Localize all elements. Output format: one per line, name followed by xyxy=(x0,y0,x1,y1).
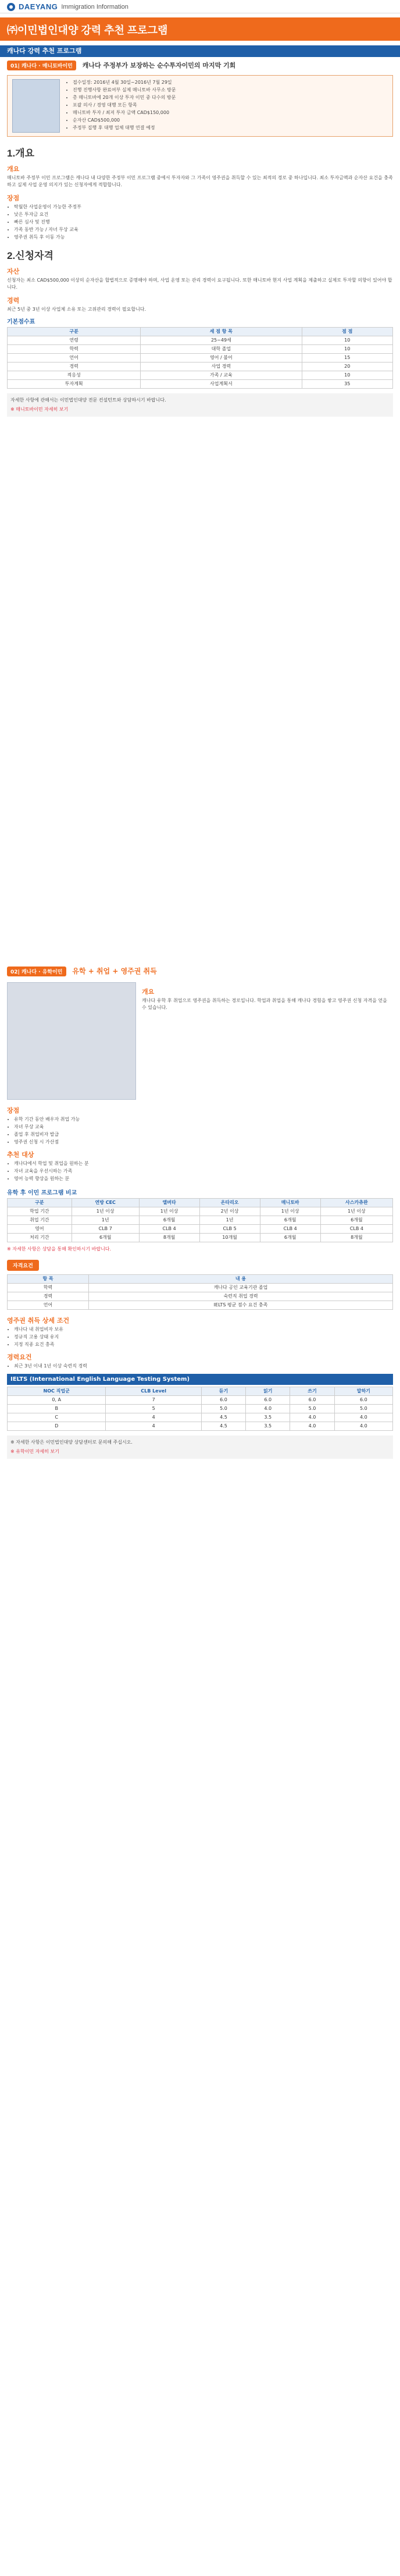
overview-paragraph: 매니토바 주정부 이민 프로그램은 캐나다 내 다양한 주정부 이민 프로그램 중에서 투자자와 그 가족이 영주권을 취득할 수 있는 최적의 경로 중 하나입니다. 최소 투자금액과 순자산 요건을 충족하고 실제 사업 운영 의지가 있는 신청자에게 적합합니다. xyxy=(7,175,393,187)
cell: 5.0 xyxy=(334,1405,392,1413)
cell: 캐나다 공인 교육기관 졸업 xyxy=(89,1284,393,1292)
table-header: 듣기 xyxy=(201,1387,245,1396)
cell: CLB 4 xyxy=(320,1225,392,1234)
cell: 경력 xyxy=(8,363,141,371)
table3-link[interactable]: ※ 유학이민 자세히 보기 xyxy=(10,1449,59,1454)
table-row xyxy=(8,1225,393,1234)
cell: 연령 xyxy=(8,336,141,345)
table-row xyxy=(8,1422,393,1431)
cell: 10 xyxy=(302,336,393,345)
eligibility-badge-wrap xyxy=(7,1260,393,1271)
overview-sub: 개요 xyxy=(7,165,20,173)
cell: 10 xyxy=(302,345,393,354)
cell: 1년 xyxy=(72,1216,139,1225)
cell: 대학 졸업 xyxy=(141,345,302,354)
table-row xyxy=(8,363,393,371)
eligibility-item: • 최근 3년 이내 1년 이상 숙련직 경력 xyxy=(14,1363,393,1369)
table1-title: 기본점수표 xyxy=(7,319,35,325)
cell: 1년 이상 xyxy=(260,1207,320,1216)
bullet: • 진행 진행사항 완료여부 실제 매니토바 사무소 방문 xyxy=(73,87,176,93)
cell: 4.0 xyxy=(246,1405,290,1413)
cell: 6.0 xyxy=(201,1396,245,1405)
eligibility-item: • 캐나다 내 취업비자 보유 xyxy=(14,1326,393,1333)
cell: 1년 이상 xyxy=(139,1207,199,1216)
reco-list xyxy=(14,1160,393,1182)
eligibility-list-2 xyxy=(14,1363,393,1369)
bullet: • 주정부 집행 후 대행 업체 대행 연결 예정 xyxy=(73,125,176,131)
cell: 사업 경력 xyxy=(141,363,302,371)
header xyxy=(0,0,400,13)
table-header: 구분 xyxy=(8,328,141,336)
strengths-title: 장점 xyxy=(7,194,20,202)
bullets2-title: 경력요건 xyxy=(7,1353,32,1361)
cell: 경력 xyxy=(8,1292,89,1301)
table-row xyxy=(8,1292,393,1301)
table-row xyxy=(8,1301,393,1310)
table2-title: 유학 후 이민 프로그램 비교 xyxy=(7,1190,77,1196)
table1-link[interactable]: ※ 매니토바이민 자세히 보기 xyxy=(10,407,69,412)
bullet: • 매니토바 투자 / 최저 투자 금액 CAD$150,000 xyxy=(73,109,176,116)
cell: 3.5 xyxy=(246,1413,290,1422)
bullet: • 순자산 CAD$500,000 xyxy=(73,117,176,123)
table1-note-box xyxy=(7,393,393,417)
cell: 4.0 xyxy=(334,1422,392,1431)
cell: CLB 5 xyxy=(199,1225,260,1234)
strength-item: • 낮은 투자금 요건 xyxy=(14,211,393,218)
table2-footnote: ※ 자세한 사항은 상담을 통해 확인하시기 바랍니다. xyxy=(7,1246,112,1252)
process-heading: 2.신청자격 xyxy=(7,250,53,261)
strength-item: • 가족 동반 가능 / 자녀 무상 교육 xyxy=(14,226,393,233)
cell: 처리 기간 xyxy=(8,1234,72,1242)
merit-item: • 자녀 무상 교육 xyxy=(14,1124,393,1130)
table-header: 말하기 xyxy=(334,1387,392,1396)
cell: 6.0 xyxy=(246,1396,290,1405)
table3-note-box xyxy=(7,1436,393,1459)
cell: C xyxy=(8,1413,106,1422)
cell: 적응성 xyxy=(8,371,141,380)
cell: 학업 기간 xyxy=(8,1207,72,1216)
cell: 1년 이상 xyxy=(72,1207,139,1216)
cell: 8개월 xyxy=(320,1234,392,1242)
merit-item: • 유학 기간 동안 배우자 취업 가능 xyxy=(14,1116,393,1122)
logo-icon xyxy=(7,3,15,11)
reco-item: • 영어 능력 향상을 원하는 분 xyxy=(14,1175,393,1182)
merits-title: 장점 xyxy=(7,1107,20,1114)
cell: 언어 xyxy=(8,1301,89,1310)
cell: 취업 기간 xyxy=(8,1216,72,1225)
table-header: 읽기 xyxy=(246,1387,290,1396)
ielts-table xyxy=(7,1387,393,1431)
table-row xyxy=(8,371,393,380)
cell: 언어 xyxy=(8,354,141,363)
merit-item: • 졸업 후 취업비자 발급 xyxy=(14,1131,393,1138)
score-table xyxy=(7,327,393,389)
cell: 5.0 xyxy=(290,1405,334,1413)
cell: 가족 / 교육 xyxy=(141,371,302,380)
cell: 6개월 xyxy=(260,1216,320,1225)
cell: CLB 4 xyxy=(260,1225,320,1234)
brand-name: DAEYANG xyxy=(19,2,58,11)
section2-lede-paragraph: 캐나다 유학 후 취업으로 영주권을 취득하는 경로입니다. 학업과 취업을 통해 캐나다 경험을 쌓고 영주권 신청 자격을 얻을 수 있습니다. xyxy=(142,998,387,1010)
cell: 5 xyxy=(106,1405,201,1413)
cell: 4.0 xyxy=(290,1422,334,1431)
cell: 영어 / 불어 xyxy=(141,354,302,363)
strength-item: • 빠른 심사 및 진행 xyxy=(14,219,393,225)
eligibility-list xyxy=(14,1326,393,1348)
cell: 4 xyxy=(106,1422,201,1431)
table-row xyxy=(8,1234,393,1242)
section2-tag: 02| 캐나다 · 유학이민 xyxy=(7,967,66,976)
table-header: NOC 직업군 xyxy=(8,1387,106,1396)
section1-tag: 01| 캐나다 · 매니토바이민 xyxy=(7,61,76,70)
table-row xyxy=(8,380,393,389)
table-header: 쓰기 xyxy=(290,1387,334,1396)
cell: 1년 이상 xyxy=(320,1207,392,1216)
table-header: 온타리오 xyxy=(199,1199,260,1207)
bullet: • 포괄 의사 / 경영 대행 모든 항목 xyxy=(73,102,176,108)
section2 xyxy=(7,966,393,1459)
cell: 사업계획서 xyxy=(141,380,302,389)
process-extra-paragraph: 최근 5년 중 3년 이상 사업체 소유 또는 고위관리 경력이 필요합니다. xyxy=(7,307,147,312)
cell: 학력 xyxy=(8,1284,89,1292)
table-header: 세 점 항 목 xyxy=(141,328,302,336)
cell: 7 xyxy=(106,1396,201,1405)
cell: CLB 7 xyxy=(72,1225,139,1234)
table-header: 사스카츄완 xyxy=(320,1199,392,1207)
section1-info-box xyxy=(7,75,393,137)
overview-heading: 1.개요 xyxy=(7,148,35,159)
cell: D xyxy=(8,1422,106,1431)
table-row xyxy=(8,1216,393,1225)
table-row xyxy=(8,1284,393,1292)
cell: 6개월 xyxy=(260,1234,320,1242)
bullets-title: 영주권 취득 상세 조건 xyxy=(7,1317,70,1324)
cell: 0, A xyxy=(8,1396,106,1405)
cell: 숙련직 취업 경력 xyxy=(89,1292,393,1301)
cell: 8개월 xyxy=(139,1234,199,1242)
cell: 4.0 xyxy=(290,1413,334,1422)
process-sub: 자산 xyxy=(7,268,20,275)
brand-subtitle: Immigration Information xyxy=(61,3,128,10)
section1-headline: 캐나다 주정부가 보장하는 순수투자이민의 마지막 기회 xyxy=(82,62,236,69)
table-row xyxy=(8,1413,393,1422)
section2-headline: 유학 + 취업 + 영주권 취득 xyxy=(72,967,157,975)
cell: 10 xyxy=(302,371,393,380)
section1 xyxy=(7,61,393,417)
cell: 1년 xyxy=(199,1216,260,1225)
cell: 25~49세 xyxy=(141,336,302,345)
bullet: • 접수일정: 2016년 4월 30일~2016년 7월 29일 xyxy=(73,79,176,86)
table-header: 매니토바 xyxy=(260,1199,320,1207)
table-row xyxy=(8,345,393,354)
table-header: 연방 CEC xyxy=(72,1199,139,1207)
cell: B xyxy=(8,1405,106,1413)
section2-lede xyxy=(142,982,393,1100)
table-row xyxy=(8,336,393,345)
table-header: 앨버타 xyxy=(139,1199,199,1207)
reco-item: • 캐나다에서 학업 및 취업을 원하는 분 xyxy=(14,1160,393,1167)
table-header: 항 목 xyxy=(8,1275,89,1284)
table-row xyxy=(8,1207,393,1216)
cell: 6개월 xyxy=(320,1216,392,1225)
strengths-list xyxy=(14,204,393,240)
table-row xyxy=(8,1405,393,1413)
cell: 6개월 xyxy=(72,1234,139,1242)
cell: CLB 4 xyxy=(139,1225,199,1234)
table1-note: 자세한 사항에 관해서는 이민법인대양 전문 컨설턴트와 상담하시기 바랍니다. xyxy=(10,397,166,403)
cell: 35 xyxy=(302,380,393,389)
comparison-table xyxy=(7,1198,393,1242)
eligibility-item: • 정규직 고용 상태 유지 xyxy=(14,1334,393,1340)
table-row xyxy=(8,354,393,363)
strength-item: • 영주권 취득 후 이동 가능 xyxy=(14,234,393,240)
brand-logo[interactable] xyxy=(7,2,128,11)
cell: 4.0 xyxy=(334,1413,392,1422)
cell: 6개월 xyxy=(139,1216,199,1225)
building-photo xyxy=(7,982,136,1100)
section1-bullet-list xyxy=(73,79,176,133)
table-header: 점 점 xyxy=(302,328,393,336)
cell: 6.0 xyxy=(334,1396,392,1405)
cell: 영어 xyxy=(8,1225,72,1234)
section-bar-1: 캐나다 강력 추천 프로그램 xyxy=(0,45,400,57)
cell: 10개월 xyxy=(199,1234,260,1242)
reco-title: 추천 대상 xyxy=(7,1151,34,1159)
table3-note: ※ 자세한 사항은 이민법인대양 상담센터로 문의해 주십시오. xyxy=(10,1440,133,1445)
cell: 4 xyxy=(106,1413,201,1422)
table-row xyxy=(8,1396,393,1405)
cell: 15 xyxy=(302,354,393,363)
strength-item: • 탁월한 사업운영이 가능한 주정부 xyxy=(14,204,393,210)
cell: 5.0 xyxy=(201,1405,245,1413)
merits-list xyxy=(14,1116,393,1145)
cell: 2년 이상 xyxy=(199,1207,260,1216)
eligibility-badge: 자격요건 xyxy=(7,1260,39,1271)
cell: 20 xyxy=(302,363,393,371)
cell: 투자계획 xyxy=(8,380,141,389)
table-header: 내 용 xyxy=(89,1275,393,1284)
section2-lede-title: 개요 xyxy=(142,988,155,996)
cell: 3.5 xyxy=(246,1422,290,1431)
cell: 4.5 xyxy=(201,1422,245,1431)
reco-item: • 자녀 교육을 우선시하는 가족 xyxy=(14,1168,393,1174)
cell: IELTS 평균 점수 요건 충족 xyxy=(89,1301,393,1310)
process-extra-title: 경력 xyxy=(7,297,20,304)
eligibility-table xyxy=(7,1274,393,1310)
cell: 6.0 xyxy=(290,1396,334,1405)
section2-lede-row xyxy=(7,982,393,1100)
ielts-title: IELTS (International English Language Testing System) xyxy=(7,1374,393,1385)
table-header: 구분 xyxy=(8,1199,72,1207)
merit-item: • 영주권 신청 시 가산점 xyxy=(14,1139,393,1145)
photo-placeholder xyxy=(12,79,60,133)
bullet: • 총 매니토바에 20개 이상 투자 이민 중 다수의 방문 xyxy=(73,94,176,101)
hero-banner xyxy=(0,17,400,41)
cell: 4.5 xyxy=(201,1413,245,1422)
process-paragraph: 신청자는 최소 CAD$500,000 이상의 순자산을 합법적으로 증명해야 하며, 사업 운영 또는 관리 경력이 요구됩니다. 또한 매니토바 현지 사업 계획을 제출하고 실제로 투자할 의향이 있어야 합니다. xyxy=(7,278,392,290)
table-header: CLB Level xyxy=(106,1387,201,1396)
cell: 학력 xyxy=(8,345,141,354)
hero-title: ㈜이민법인대양 강력 추천 프로그램 xyxy=(7,24,168,36)
eligibility-item: • 지정 직종 요건 충족 xyxy=(14,1341,393,1348)
